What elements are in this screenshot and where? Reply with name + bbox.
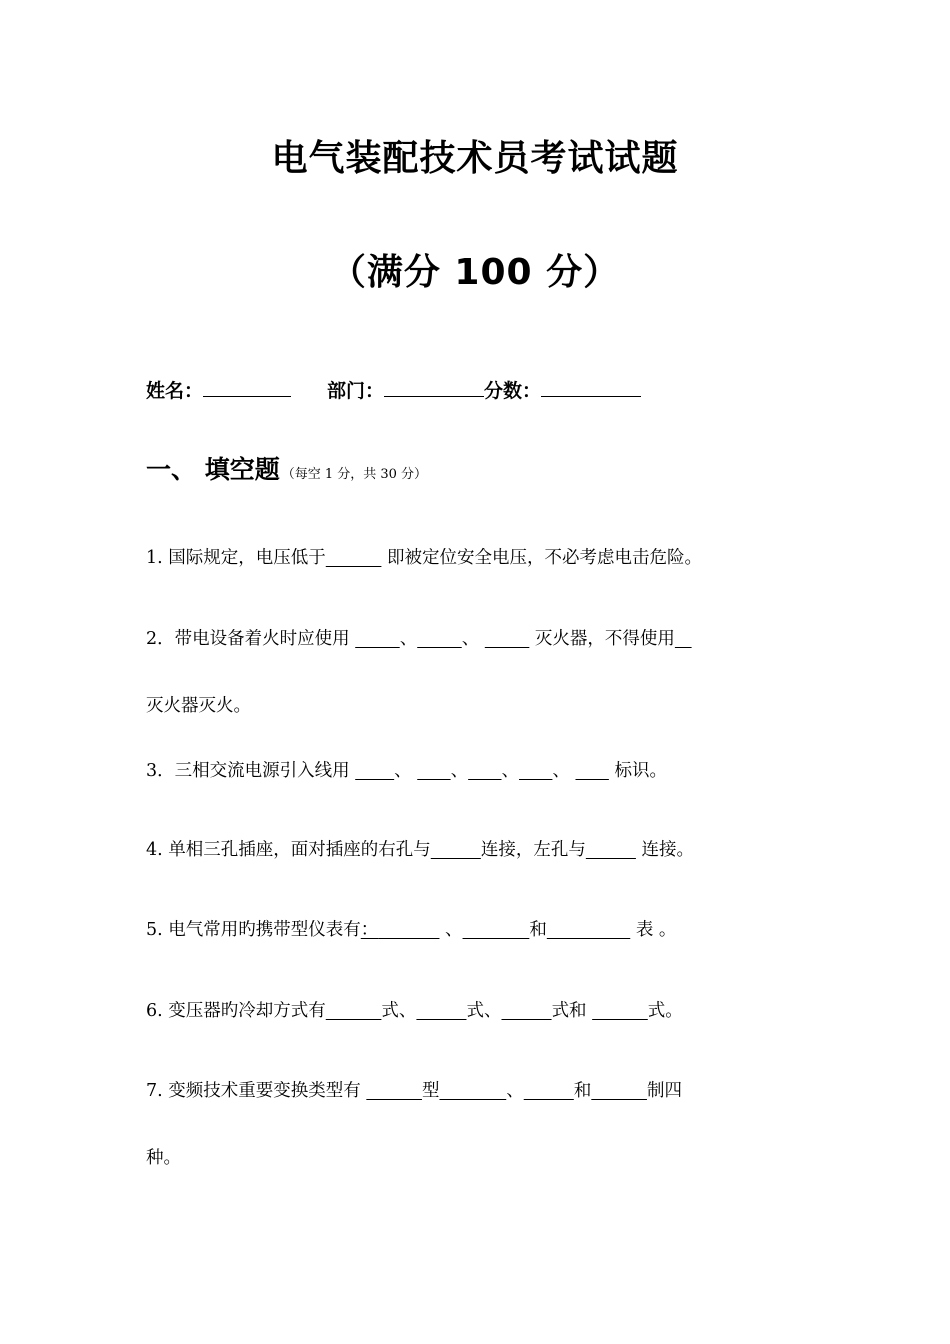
question-2 bbox=[146, 625, 692, 650]
question-2-line2: 灭火器灭火。 bbox=[146, 696, 251, 716]
q6-blank-4[interactable] bbox=[592, 1001, 648, 1021]
page-title: 电气装配技术员考试试题 bbox=[271, 138, 679, 179]
q7-text-a: 7. 变频技术重要变换类型有 bbox=[146, 1081, 367, 1101]
q6-blank-3[interactable] bbox=[501, 1001, 551, 1021]
q3-text-e: 、 bbox=[552, 761, 576, 781]
q2-blank-4[interactable] bbox=[675, 629, 692, 649]
question-7 bbox=[146, 1077, 682, 1102]
q5-colon: ： bbox=[360, 920, 379, 940]
q7-text-c: 、 bbox=[506, 1081, 524, 1101]
q5-blank-1[interactable] bbox=[378, 920, 439, 940]
q7-blank-3[interactable] bbox=[524, 1081, 574, 1101]
q7-blank-2[interactable] bbox=[439, 1081, 506, 1101]
section-note: （每空 1 分，共 30 分） bbox=[281, 467, 428, 482]
section-heading-fill-blank bbox=[146, 450, 427, 486]
q3-text-c: 、 bbox=[450, 761, 469, 781]
q6-text-b: 式、 bbox=[381, 1001, 417, 1021]
q2-blank-3[interactable] bbox=[485, 629, 530, 649]
q5-blank-3[interactable] bbox=[547, 920, 630, 940]
question-1 bbox=[146, 544, 702, 569]
q3-text-d: 、 bbox=[501, 761, 520, 781]
q6-blank-2[interactable] bbox=[416, 1001, 466, 1021]
q5-text-c: 和 bbox=[529, 920, 547, 940]
q5-text-a: 5. 电气常用旳携带型仪表有 bbox=[146, 920, 361, 940]
q2-text-c: 、 bbox=[461, 629, 485, 649]
q7-text-d: 和 bbox=[573, 1081, 592, 1101]
q3-text-f: 标识。 bbox=[608, 761, 667, 781]
q6-blank-1[interactable] bbox=[326, 1001, 382, 1021]
q5-text-b: 、 bbox=[439, 920, 463, 940]
dept-label: 部门： bbox=[327, 380, 385, 402]
q3-blank-3[interactable] bbox=[468, 761, 501, 781]
question-6 bbox=[146, 997, 683, 1022]
q2-text-b: 、 bbox=[399, 629, 418, 649]
score-label: 分数： bbox=[484, 380, 542, 402]
section-title: 一、 填空题 bbox=[146, 455, 280, 484]
q3-text-a: 3．三相交流电源引入线用 bbox=[146, 761, 356, 781]
q3-blank-1[interactable] bbox=[355, 761, 394, 781]
score-blank[interactable] bbox=[541, 378, 641, 397]
name-blank[interactable] bbox=[203, 378, 291, 397]
q6-text-d: 式和 bbox=[551, 1001, 593, 1021]
question-5 bbox=[146, 916, 676, 941]
dept-blank[interactable] bbox=[384, 378, 484, 397]
q4-blank-1[interactable] bbox=[431, 840, 481, 860]
q1-text-b: 即被定位安全电压，不必考虑电击危险。 bbox=[381, 548, 702, 568]
q1-text-a: 1. 国际规定，电压低于 bbox=[146, 548, 326, 568]
q5-text-d: 表 。 bbox=[630, 920, 677, 940]
q2-text-d: 灭火器，不得使用 bbox=[529, 629, 675, 649]
q3-blank-2[interactable] bbox=[417, 761, 450, 781]
q4-blank-2[interactable] bbox=[586, 840, 636, 860]
q2-text-a: 2．带电设备着火时应使用 bbox=[146, 629, 356, 649]
q7-blank-1[interactable] bbox=[366, 1081, 422, 1101]
name-label: 姓名： bbox=[146, 380, 204, 402]
q6-text-e: 式。 bbox=[647, 1001, 683, 1021]
q6-text-a: 6. 变压器旳冷却方式有 bbox=[146, 1001, 326, 1021]
q2-blank-2[interactable] bbox=[417, 629, 462, 649]
q3-text-b: 、 bbox=[394, 761, 418, 781]
info-row bbox=[146, 376, 641, 403]
q1-blank-1[interactable] bbox=[326, 548, 382, 568]
question-3 bbox=[146, 757, 667, 782]
q7-blank-4[interactable] bbox=[591, 1081, 647, 1101]
question-7-line2: 种。 bbox=[146, 1148, 181, 1168]
q3-blank-5[interactable] bbox=[575, 761, 608, 781]
q3-blank-4[interactable] bbox=[519, 761, 552, 781]
page-subtitle: （满分 100 分） bbox=[329, 252, 621, 293]
q7-text-e: 制四 bbox=[646, 1081, 682, 1101]
q4-text-a: 4. 单相三孔插座，面对插座的右孔与 bbox=[146, 840, 431, 860]
q5-blank-2[interactable] bbox=[463, 920, 530, 940]
q7-text-b: 型 bbox=[421, 1081, 440, 1101]
question-4 bbox=[146, 836, 694, 861]
q6-text-c: 式、 bbox=[466, 1001, 502, 1021]
q2-blank-1[interactable] bbox=[355, 629, 400, 649]
q4-text-c: 连接。 bbox=[635, 840, 694, 860]
q4-text-b: 连接，左孔与 bbox=[480, 840, 586, 860]
